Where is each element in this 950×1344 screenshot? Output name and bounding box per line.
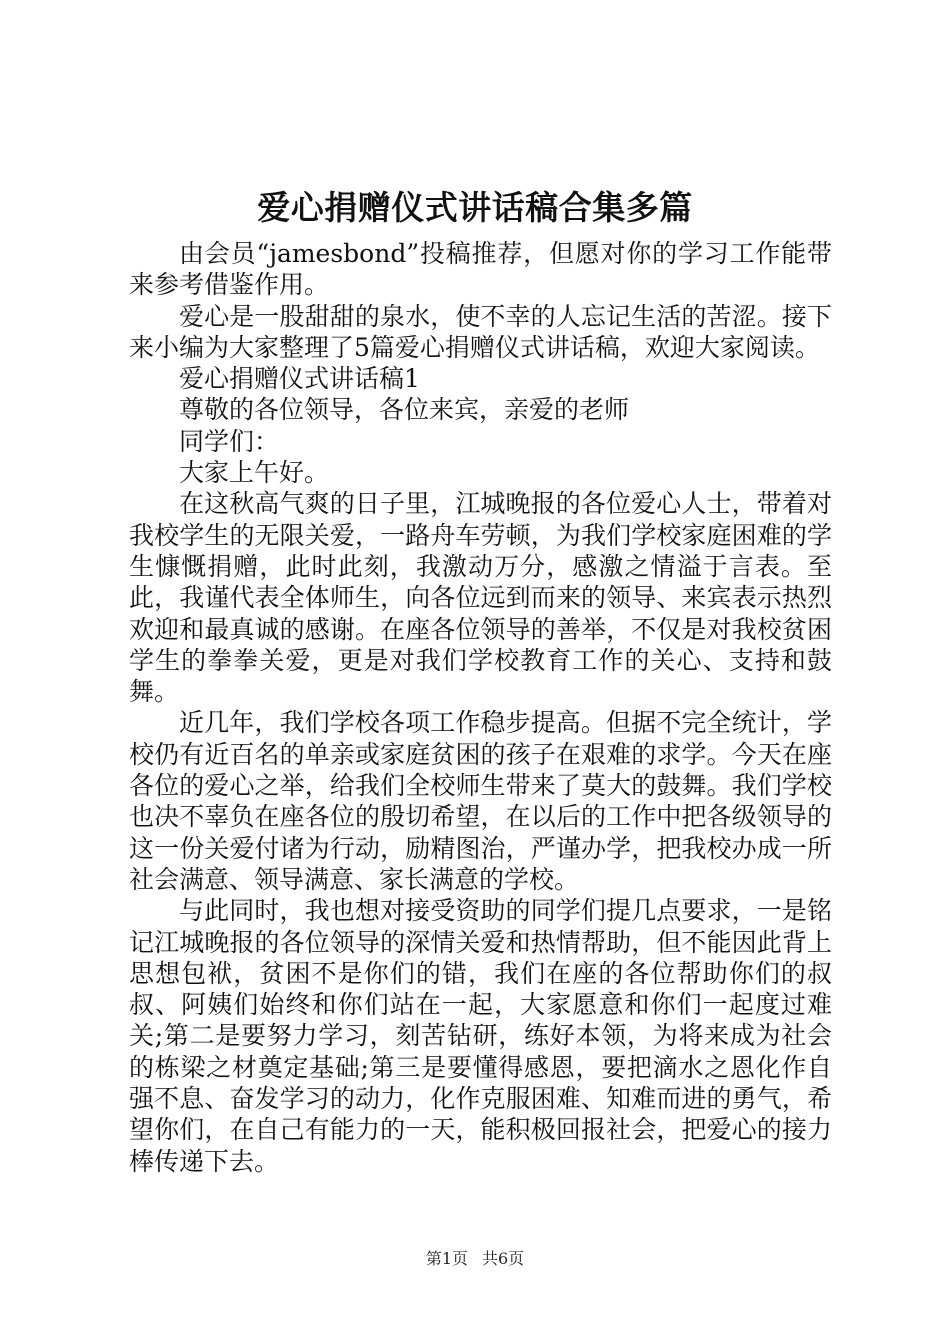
paragraph-body-2: 近几年，我们学校各项工作稳步提高。但据不完全统计，学校仍有近百名的单亲或家庭贫困的孩子在艰难的求学。今天在座各位的爱心之举，给我们全校师生带来了莫大的鼓舞。我们学校也决不辜负在座各位的殷切希望，在以后的工作中把各级领导的这一份关爱付诸为行动，励精图治，严谨办学，把我校办成一所社会满意、领导满意、家长满意的学校。 bbox=[129, 708, 832, 894]
salutation: 尊敬的各位领导，各位来宾，亲爱的老师 bbox=[179, 395, 630, 425]
paragraph-preface: 爱心是一股甜甜的泉水，使不幸的人忘记生活的苦涩。接下来小编为大家整理了5篇爱心捐赠仪式讲话稿，欢迎大家阅读。 bbox=[129, 301, 832, 362]
paragraph-intro: 由会员“jamesbond”投稿推荐，但愿对你的学习工作能带来参考借鉴作用。 bbox=[129, 239, 832, 300]
greeting: 大家上午好。 bbox=[179, 458, 330, 488]
paragraph-body-3: 与此同时，我也想对接受资助的同学们提几点要求，一是铭记江城晚报的各位领导的深情关爱和热情帮助，但不能因此背上思想包袱，贫困不是你们的错，我们在座的各位帮助你们的叔叔、阿姨们始终和你们站在一起，大家愿意和你们一起度过难关;第二是要努力学习，刻苦钻研，练好本领，为将来成为社会的栋梁之材奠定基础;第三是要懂得感恩，要把滴水之恩化作自强不息、奋发学习的动力，化作克服困难、知难而进的勇气，希望你们，在自己有能力的一天，能积极回报社会，把爱心的接力棒传递下去。 bbox=[129, 896, 832, 1176]
page-number: 第1页 bbox=[425, 1249, 468, 1268]
paragraph-body-1: 在这秋高气爽的日子里，江城晚报的各位爱心人士，带着对我校学生的无限关爱，一路舟车劳顿，为我们学校家庭困难的学生慷慨捐赠，此时此刻，我激动万分，感激之情溢于言表。至此，我谨代表全体师生，向各位远到而来的领导、来宾表示热烈欢迎和最真诚的感谢。在座各位领导的善举，不仅是对我校贫困学生的拳拳关爱，更是对我们学校教育工作的关心、支持和鼓舞。 bbox=[129, 489, 832, 707]
section-heading: 爱心捐赠仪式讲话稿1 bbox=[179, 364, 420, 394]
page-total: 共6页 bbox=[482, 1249, 525, 1268]
page-footer bbox=[0, 1248, 950, 1270]
document-body bbox=[129, 238, 832, 1177]
salutation-students: 同学们： bbox=[179, 426, 280, 456]
document-title: 爱心捐赠仪式讲话稿合集多篇 bbox=[257, 188, 693, 227]
